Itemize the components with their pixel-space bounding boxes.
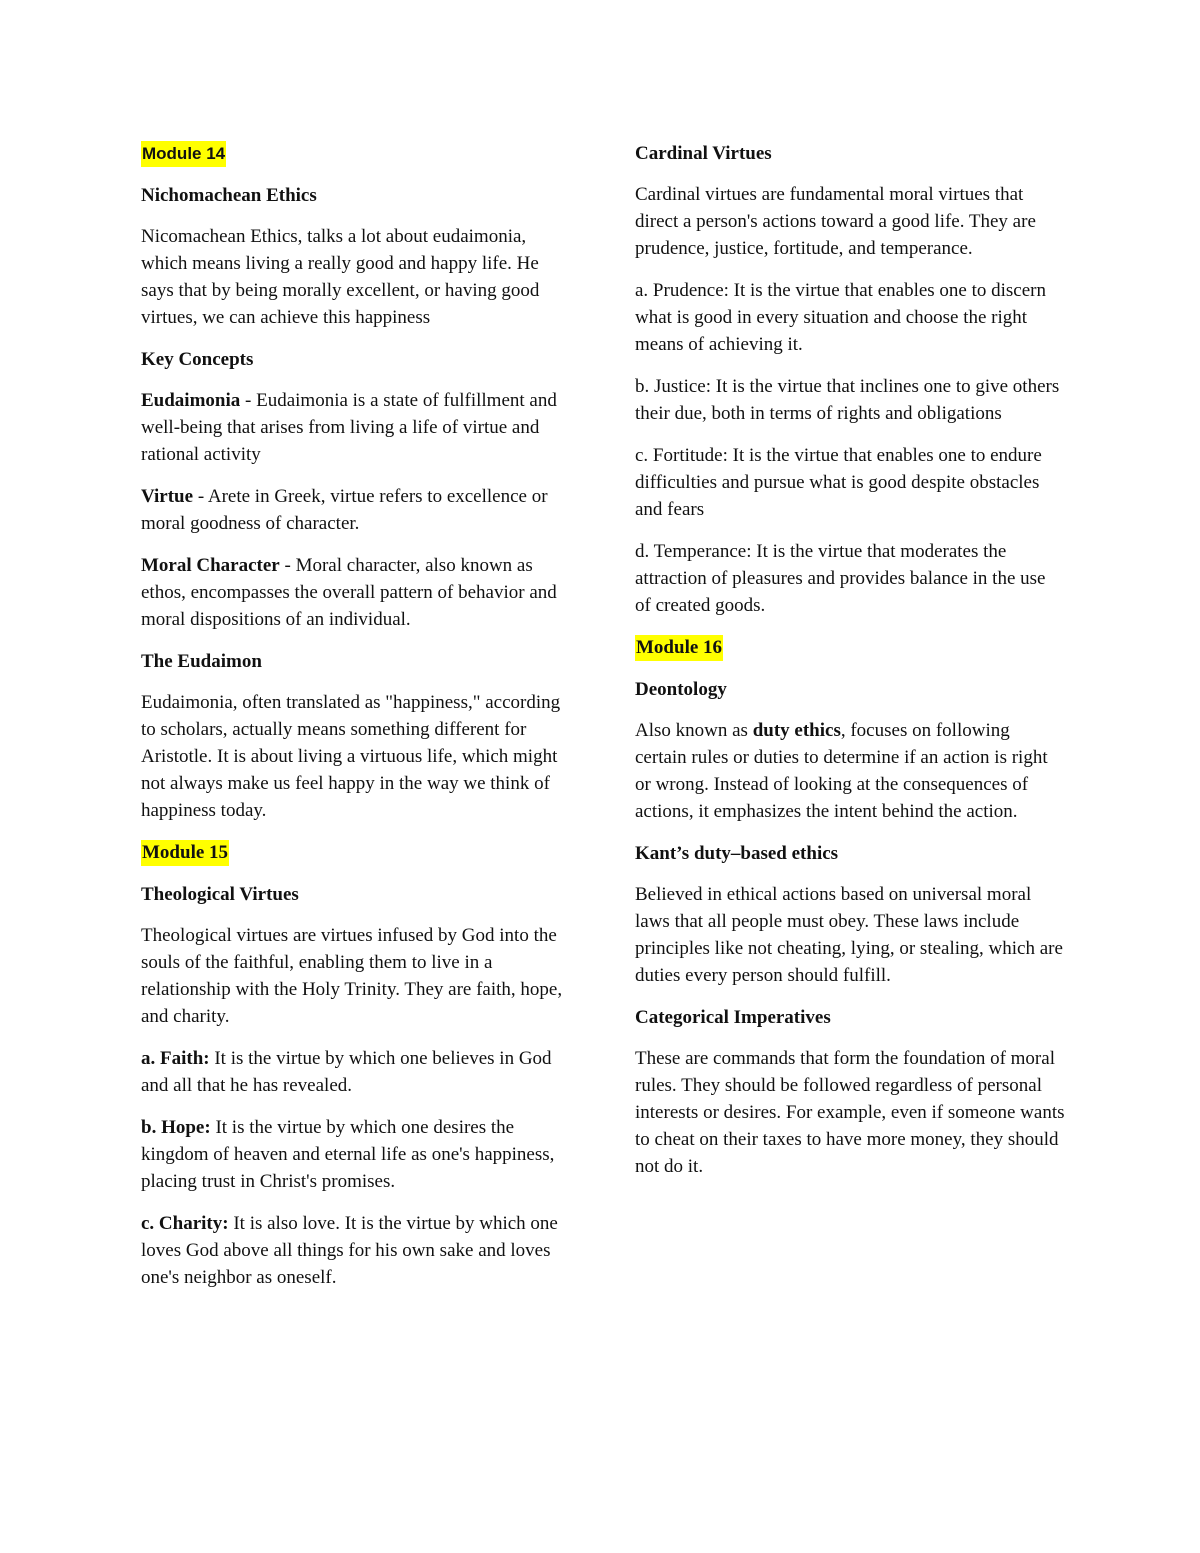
nichomachean-ethics-heading: Nichomachean Ethics	[141, 185, 317, 206]
key-concepts-heading: Key Concepts	[141, 349, 254, 370]
deontology-body	[635, 717, 1065, 825]
virtue-term: Virtue	[141, 486, 194, 507]
faith-term: a. Faith:	[141, 1048, 210, 1069]
kant-ethics-body: Believed in ethical actions based on universal moral laws that all people must obey. These laws include principles like not cheating, lying, or stealing, which are duties every person should fulfill.	[635, 884, 1063, 986]
moral-character-term: Moral Character	[141, 555, 280, 576]
justice-item: b. Justice: It is the virtue that inclines one to give others their due, both in terms of rights and obligations	[635, 376, 1060, 424]
cardinal-virtues-body: Cardinal virtues are fundamental moral virtues that direct a person's actions toward a good life. They are prudence, justice, fortitude, and temperance.	[635, 184, 1036, 259]
eudaimonia-definition	[141, 387, 571, 468]
charity-text: It is also love. It is the virtue by which one loves God above all things for his own sake and loves one's neighbor as oneself.	[141, 1213, 558, 1288]
moral-character-text: - Moral character, also known as ethos, encompasses the overall pattern of behavior and moral dispositions of an individual.	[141, 555, 557, 630]
cardinal-virtues-heading: Cardinal Virtues	[635, 143, 772, 164]
module-14-highlight: Module 14	[141, 141, 226, 167]
virtue-text: - Arete in Greek, virtue refers to excellence or moral goodness of character.	[141, 486, 548, 534]
fortitude-item: c. Fortitude: It is the virtue that enables one to endure difficulties and pursue what is good despite obstacles and fears	[635, 445, 1042, 520]
charity-item	[141, 1210, 571, 1291]
deontology-text-post: , focuses on following certain rules or duties to determine if an action is right or wrong. Instead of looking at the consequences of actions, it emphasizes the intent behind the action.	[635, 720, 1048, 822]
prudence-item: a. Prudence: It is the virtue that enables one to discern what is good in every situation and choose the right means of achieving it.	[635, 280, 1047, 355]
faith-item	[141, 1045, 571, 1099]
virtue-definition	[141, 483, 571, 537]
hope-item	[141, 1114, 571, 1195]
module-14-heading	[141, 140, 571, 167]
deontology-text-pre: Also known as	[635, 720, 753, 741]
faith-text: It is the virtue by which one believes in God and all that he has revealed.	[141, 1048, 552, 1096]
eudaimonia-text: - Eudaimonia is a state of fulfillment and well-being that arises from living a life of virtue and rational activity	[141, 390, 557, 465]
hope-term: b. Hope:	[141, 1117, 211, 1138]
categorical-imperatives-heading: Categorical Imperatives	[635, 1007, 831, 1028]
kant-ethics-heading: Kant’s duty–based ethics	[635, 843, 839, 864]
eudaimon-body: Eudaimonia, often translated as "happiness," according to scholars, actually means something different for Aristotle. It is about living a virtuous life, which might not always make us feel happy in the way we think of happiness today.	[141, 692, 561, 821]
theological-virtues-body: Theological virtues are virtues infused by God into the souls of the faithful, enabling them to live in a relationship with the Holy Trinity. They are faith, hope, and charity.	[141, 925, 563, 1027]
moral-character-definition	[141, 552, 571, 633]
hope-text: It is the virtue by which one desires the kingdom of heaven and eternal life as one's happiness, placing trust in Christ's promises.	[141, 1117, 555, 1192]
temperance-item: d. Temperance: It is the virtue that moderates the attraction of pleasures and provides balance in the use of created goods.	[635, 541, 1046, 616]
duty-ethics-term: duty ethics	[752, 720, 841, 741]
nichomachean-ethics-body: Nicomachean Ethics, talks a lot about eudaimonia, which means living a really good and happy life. He says that by being morally excellent, or having good virtues, we can achieve this happiness	[141, 226, 540, 328]
left-column	[141, 140, 571, 1306]
deontology-heading: Deontology	[635, 679, 727, 700]
theological-virtues-heading: Theological Virtues	[141, 884, 299, 905]
charity-term: c. Charity:	[141, 1213, 229, 1234]
eudaimon-heading: The Eudaimon	[141, 651, 262, 672]
module-16-heading	[635, 634, 1065, 661]
module-15-highlight: Module 15	[141, 840, 229, 866]
module-15-heading	[141, 839, 571, 866]
categorical-imperatives-body: These are commands that form the foundation of moral rules. They should be followed regardless of personal interests or desires. For example, even if someone wants to cheat on their taxes to have more money, they should not do it.	[635, 1048, 1065, 1177]
eudaimonia-term: Eudaimonia	[141, 390, 241, 411]
right-column	[635, 140, 1065, 1195]
module-16-highlight: Module 16	[635, 635, 723, 661]
